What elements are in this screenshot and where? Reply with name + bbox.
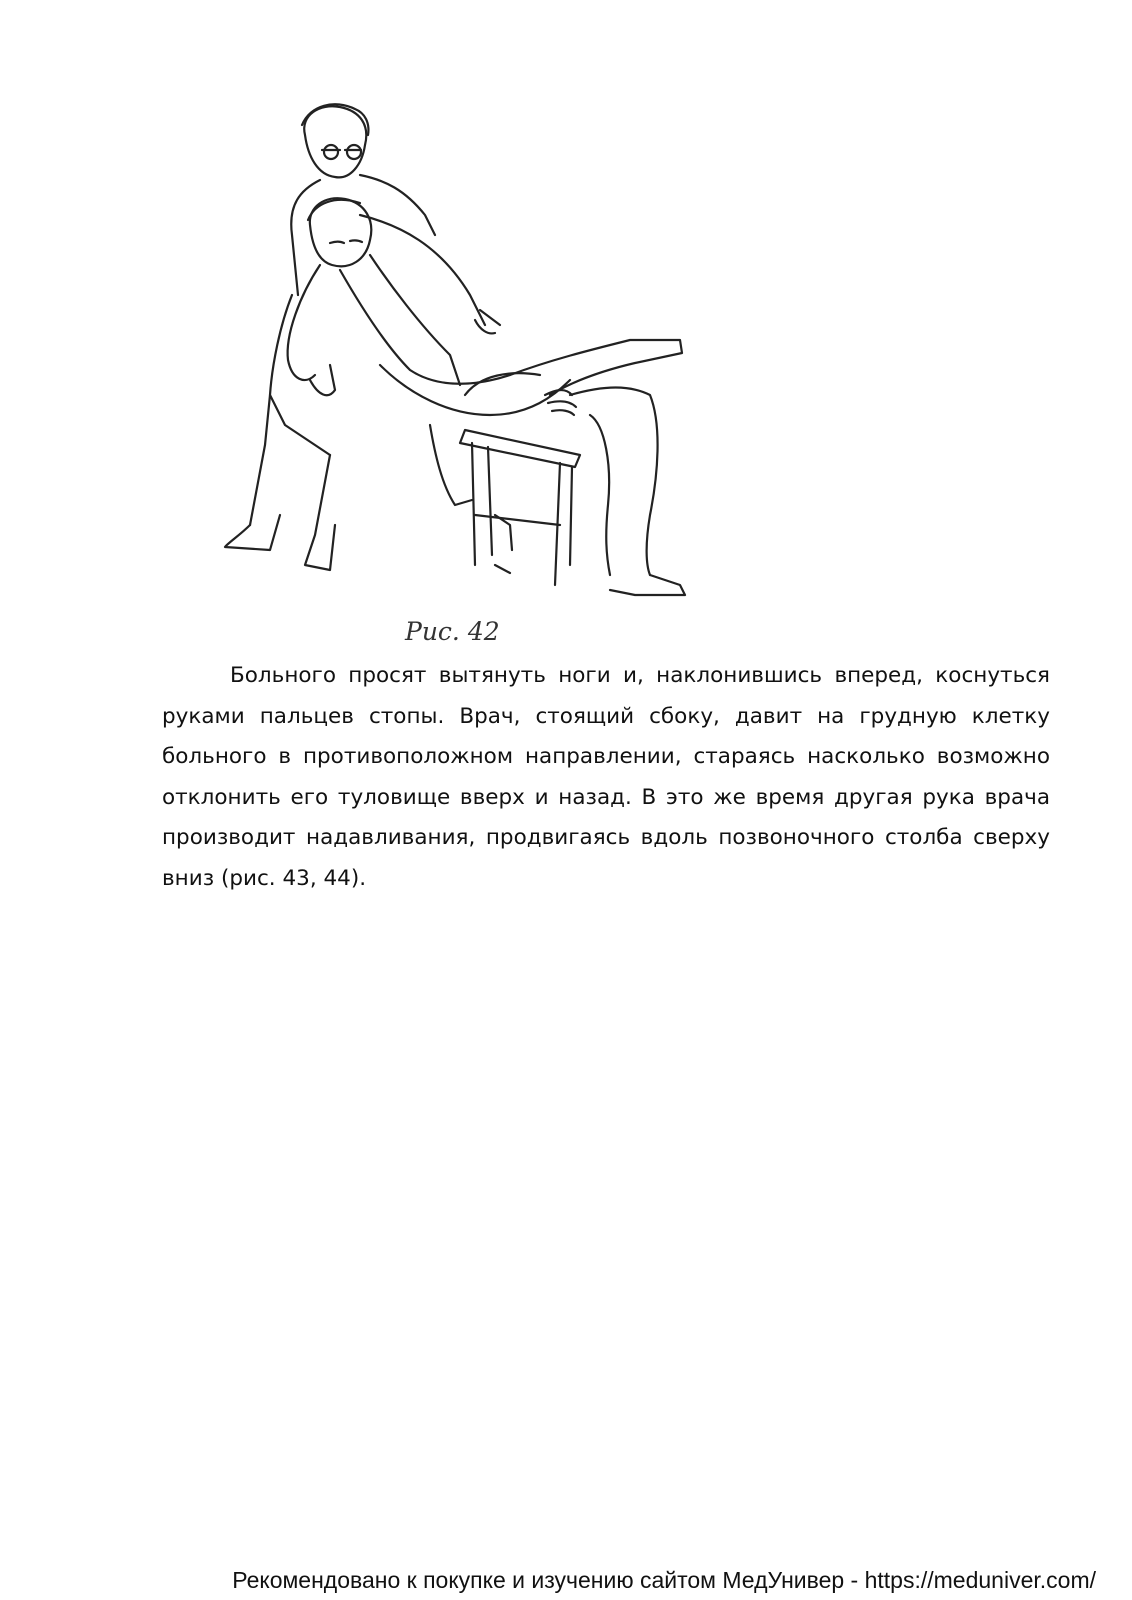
doctor-patient-drawing — [210, 95, 710, 615]
figure-caption: Рис. 42 — [405, 617, 500, 646]
figure-illustration — [210, 95, 710, 615]
body-paragraph: Больного просят вытянуть ноги и, наклонившись вперед, коснуться руками пальцев стопы. Врач, стоящий сбоку, давит на грудную клетку больного в противоположном направлении, стараясь насколько возможно отклонить его туловище вверх и назад. В это же время другая рука врача производит надавливания, продвигаясь вдоль позвоночного столба сверху вниз (рис. 43, 44). — [162, 663, 1050, 891]
footer-recommendation: Рекомендовано к покупке и изучению сайтом МедУнивер - https://meduniver.com/ — [232, 1567, 1096, 1593]
